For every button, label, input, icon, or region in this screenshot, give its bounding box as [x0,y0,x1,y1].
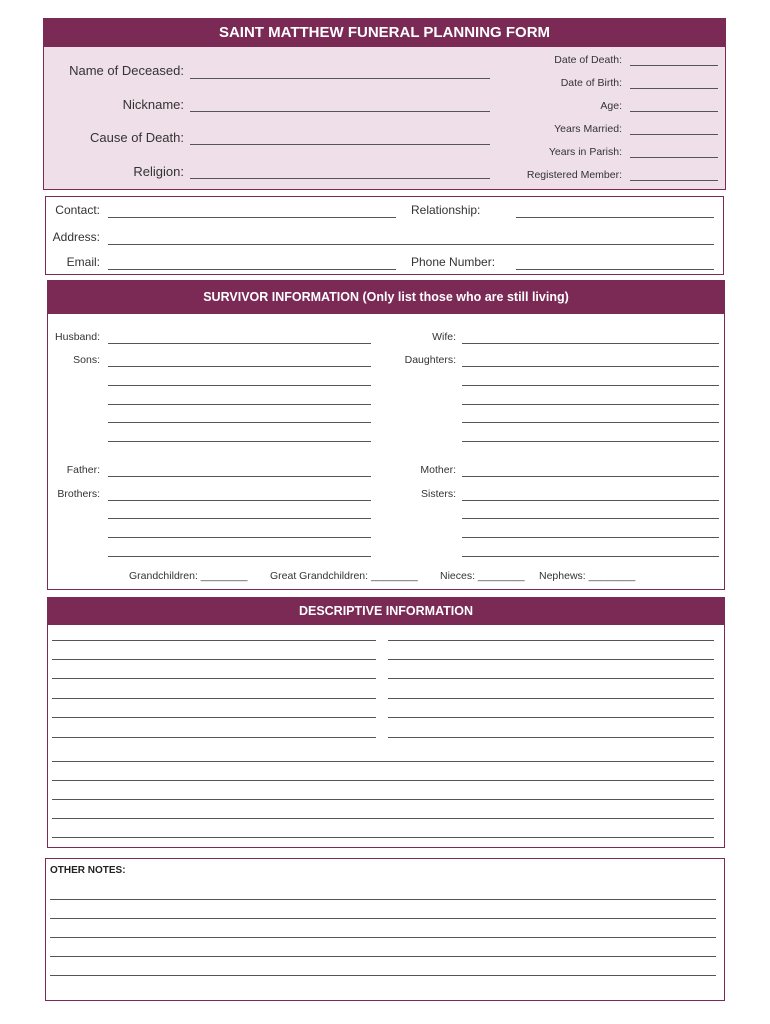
phone-number-label: Phone Number: [411,255,496,269]
descriptive-line[interactable] [52,837,714,838]
brothers-field[interactable] [108,556,371,557]
descriptive-line[interactable] [52,737,376,738]
descriptive-line[interactable] [388,717,714,718]
descriptive-section-title: DESCRIPTIVE INFORMATION [48,598,724,625]
descriptive-line[interactable] [388,640,714,641]
descriptive-line[interactable] [52,717,376,718]
descriptive-line[interactable] [52,698,376,699]
address-field[interactable] [108,244,714,245]
form-title: SAINT MATTHEW FUNERAL PLANNING FORM [44,19,725,47]
notes-line[interactable] [50,899,716,900]
daughters-label: Daughters: [404,354,456,366]
brothers-field[interactable] [108,500,371,501]
husband-field[interactable] [108,343,371,344]
contact-label: Contact: [55,203,100,217]
descriptive-line[interactable] [52,780,714,781]
relationship-label: Relationship: [411,203,481,217]
name-of-deceased-label: Name of Deceased: [69,63,184,78]
daughters-field[interactable] [462,422,719,423]
deceased-section [43,18,726,190]
sisters-field[interactable] [462,500,719,501]
notes-line[interactable] [50,956,716,957]
years-married-field[interactable] [630,134,718,135]
registered-member-label: Registered Member: [526,169,622,181]
contact-field[interactable] [108,217,396,218]
email-field[interactable] [108,269,396,270]
descriptive-line[interactable] [52,640,376,641]
nickname-label: Nickname: [122,97,184,112]
wife-field[interactable] [462,343,719,344]
nieces-label: Nieces: ________ [440,570,525,582]
nephews-label: Nephews: ________ [539,570,636,582]
descriptive-line[interactable] [388,678,714,679]
brothers-label: Brothers: [57,488,100,500]
other-notes-title: OTHER NOTES: [50,865,126,876]
survivor-section [47,280,725,590]
descriptive-line[interactable] [388,698,714,699]
notes-line[interactable] [50,937,716,938]
years-in-parish-label: Years in Parish: [548,146,622,158]
relationship-field[interactable] [516,217,714,218]
notes-line[interactable] [50,918,716,919]
descriptive-line[interactable] [52,761,714,762]
years-married-label: Years Married: [554,123,622,135]
mother-label: Mother: [420,464,456,476]
phone-number-field[interactable] [516,269,714,270]
religion-label: Religion: [133,164,184,179]
brothers-field[interactable] [108,537,371,538]
grandchildren-label: Grandchildren: ________ [129,570,248,582]
father-label: Father: [66,464,100,476]
wife-label: Wife: [432,331,456,343]
great-grandchildren-label: Great Grandchildren: ________ [270,570,418,582]
address-label: Address: [52,230,100,244]
descriptive-line[interactable] [388,659,714,660]
daughters-field[interactable] [462,385,719,386]
survivor-section-title: SURVIVOR INFORMATION (Only list those who are still living) [48,281,724,314]
descriptive-line[interactable] [52,659,376,660]
other-notes-section [45,858,725,1001]
descriptive-line[interactable] [388,737,714,738]
age-field[interactable] [630,111,718,112]
years-in-parish-field[interactable] [630,157,718,158]
husband-label: Husband: [55,331,100,343]
cause-of-death-label: Cause of Death: [90,130,184,145]
notes-line[interactable] [50,975,716,976]
cause-of-death-field[interactable] [190,144,490,145]
sons-label: Sons: [73,354,100,366]
date-of-birth-field[interactable] [630,88,718,89]
date-of-death-label: Date of Death: [554,54,622,66]
daughters-field[interactable] [462,441,719,442]
date-of-death-field[interactable] [630,65,718,66]
sisters-field[interactable] [462,556,719,557]
email-label: Email: [66,255,100,269]
date-of-birth-label: Date of Birth: [560,77,622,89]
descriptive-line[interactable] [52,799,714,800]
daughters-field[interactable] [462,366,719,367]
father-field[interactable] [108,476,371,477]
religion-field[interactable] [190,178,490,179]
descriptive-line[interactable] [52,818,714,819]
mother-field[interactable] [462,476,719,477]
brothers-field[interactable] [108,518,371,519]
sons-field[interactable] [108,441,371,442]
nickname-field[interactable] [190,111,490,112]
sons-field[interactable] [108,366,371,367]
age-label: Age: [600,100,622,112]
daughters-field[interactable] [462,404,719,405]
sisters-field[interactable] [462,537,719,538]
sisters-field[interactable] [462,518,719,519]
name-of-deceased-field[interactable] [190,78,490,79]
registered-member-field[interactable] [630,180,718,181]
sons-field[interactable] [108,422,371,423]
sons-field[interactable] [108,385,371,386]
descriptive-section [47,597,725,848]
descriptive-line[interactable] [52,678,376,679]
sons-field[interactable] [108,404,371,405]
contact-section [45,196,724,275]
sisters-label: Sisters: [420,488,456,500]
